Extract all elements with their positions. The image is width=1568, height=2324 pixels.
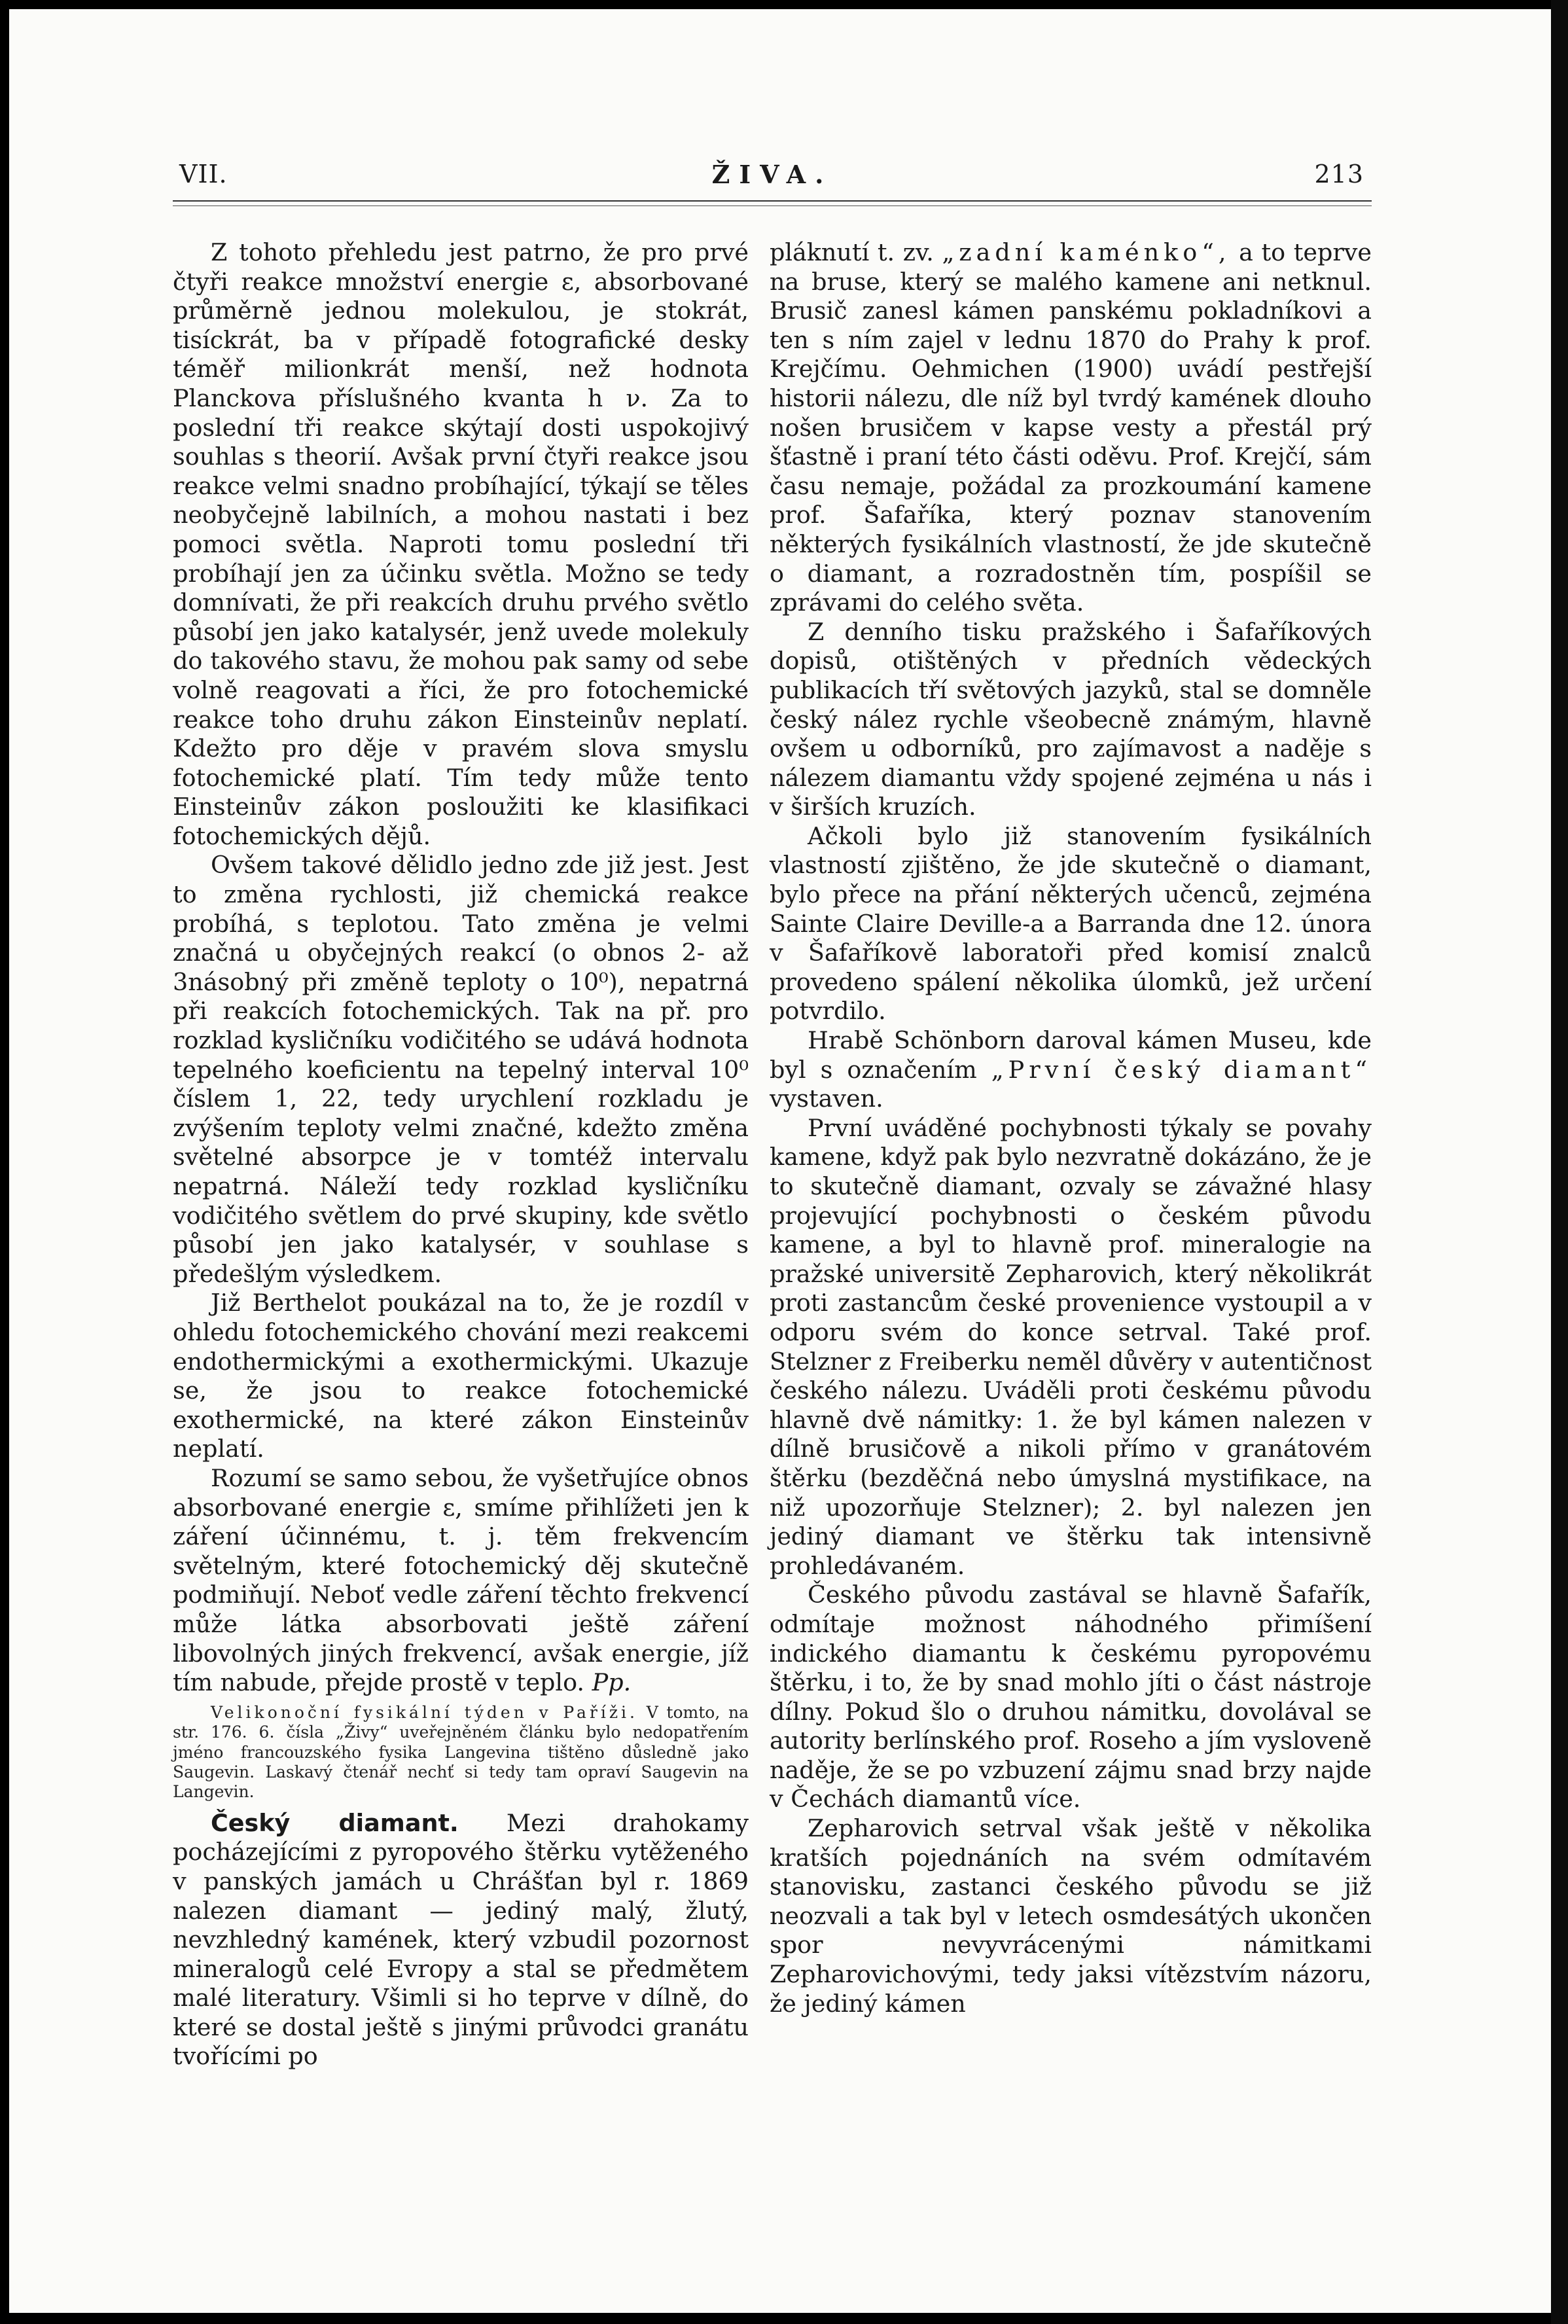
header-rule: [173, 200, 1372, 202]
paragraph: Českého původu zastával se hlavně Šafařík, odmítaje možnost náhodného přimíšení indického diamantu k českému pyropovému štěrku, i to, že by snad mohlo jíti o část nástroje dílny. Pokud šlo o druhou námitku, dovolával se autority berlínského prof. Roseho a jím vysloveně naděje, že se po vzbuzení zájmu snad brzy najde v Čechách diamantů více.: [770, 1581, 1372, 1814]
journal-title: ŽIVA.: [711, 160, 833, 189]
paragraph: [173, 1809, 749, 2071]
paragraph: Z tohoto přehledu jest patrno, že pro prvé čtyři reakce množství energie ε, absorbované průměrně jednou molekulou, je stokrát, tisíckrát, ba v případě fotografické desky téměř milionkrát menší, než hodnota Planckova příslušného kvanta h ν. Za to poslední tři reakce skýtají dosti uspokojivý souhlas s theorií. Avšak první čtyři reakce jsou reakce velmi snadno probíhající, týkají se těles neobyčejně labilních, a mohou nastati i bez pomoci světla. Naproti tomu poslední tři probíhají jen za účinku světla. Možno se tedy domnívati, že při reakcích druhu prvého světlo působí jen jako katalysér, jenž uvede molekuly do takového stavu, že mohou pak samy od sebe volně reagovati a říci, že pro fotochemické reakce toho druhu zákon Einsteinův neplatí. Kdežto pro děje v pravém slova smyslu fotochemické platí. Tím tedy může tento Einsteinův zákon posloužiti ke klasifikaci fotochemických dějů.: [173, 238, 749, 850]
paragraph-text: Hrabě Schönborn daroval kámen Museu, kde byl s označením: [770, 1026, 1372, 1084]
page-number: 213: [1314, 160, 1364, 188]
paragraph: Z denního tisku pražského i Šafaříkových dopisů, otištěných v předních vědeckých publikacích tří světových jazyků, stal se domněle český nález rychle všeobecně známým, hlavně ovšem u odborníků, pro zajímavost a naděje s nálezem diamantu vždy spojené zejména u nás i v širších kruzích.: [770, 617, 1372, 821]
paragraph: Ovšem takové dělidlo jedno zde již jest. Jest to změna rychlosti, již chemická reakce probíhá, s teplotou. Tato změna je velmi značná u obyčejných reakcí (o obnos 2- až 3násobný při změně teploty o 10⁰), nepatrná při reakcích fotochemických. Tak na př. pro rozklad kysličníku vodičitého se udává hodnota tepelného koeficientu na tepelný interval 10⁰ číslem 1, 22, tedy urychlení rozkladu je zvýšením teploty velmi značné, kdežto změna světelné absorpce je v tomtéž intervalu nepatrná. Náleží tedy rozklad kysličníku vodičitého světlem do prvé skupiny, kde světlo působí jen jako katalysér, v souhlase s předešlým výsledkem.: [173, 851, 749, 1288]
paragraph-text: vystaven.: [770, 1084, 883, 1113]
scanned-page: [9, 9, 1551, 2313]
paragraph-text: Rozumí se samo sebou, že vyšetřujíce obnos absorbované energie ε, smíme přihlížeti jen k záření účinnému, t. j. těm frekvencím světelným, které fotochemický děj skutečně podmiňují. Neboť vedle záření těchto frekvencí může látka absorbovati ještě záření libovolných jiných frekvencí, avšak energie, jíž tím nabude, přejde prostě v teplo.: [173, 1463, 749, 1697]
note-title: Velikonoční fysikální týden v Paříži.: [211, 1702, 638, 1722]
left-column: [173, 238, 749, 2071]
author-signature: Pp.: [592, 1668, 632, 1697]
paragraph: Již Berthelot poukázal na to, že je rozdíl v ohledu fotochemického chování mezi reakcemi endothermickými a exothermickými. Ukazuje se, že jsou to reakce fotochemické exothermické, na které zákon Einsteinův neplatí.: [173, 1289, 749, 1463]
paragraph: Zepharovich setrval však ještě v několika kratších pojednáních na svém odmítavém stanovisku, zastanci českého původu se již neozvali a tak byl v letech osmdesátých ukončen spor nevyvrácenými námitkami Zepharovichovými, tedy jaksi vítězstvím názoru, že jediný kámen: [770, 1814, 1372, 2018]
paragraph-text: a to teprve na bruse, který se malého kamene ani netknul. Brusič zanesl kámen panskému pokladníkovi a ten s ním zajel v lednu 1870 do Prahy k prof. Krejčímu. Oehmichen (1900) uvádí pestřejší historii nálezu, dle níž byl tvrdý kamének dlouho nošen brusičem v kapse vesty a přestál prý šťastně i praní této části oděvu. Prof. Krejčí, sám času nemaje, požádal za prozkoumání kamene prof. Šafaříka, který poznav stanovením některých fysikálních vlastností, že jde skutečně o diamant, a rozradostněn tím, pospíšil se zprávami do celého světa.: [770, 238, 1372, 617]
running-header: [173, 154, 1372, 194]
scan-edge: [1551, 0, 1568, 2324]
spaced-term: „První český diamant“: [991, 1055, 1372, 1084]
paragraph: [770, 1026, 1372, 1114]
paragraph: [173, 1464, 749, 1698]
note-text: V tomto, na str. 176. 6. čísla „Živy“ uveřejněném článku bylo nedopatřením jméno francouzského fysika Langevina tištěno důsledně jako Saugevin. Laskavý čtenář nechť si tedy tam opraví Saugevin na Langevin.: [173, 1702, 749, 1802]
paragraph-text: pláknutí t. zv.: [770, 238, 934, 266]
volume-number: VII.: [179, 160, 228, 188]
paragraph: První uváděné pochybnosti týkaly se povahy kamene, když pak bylo nezvratně dokázáno, že je to skutečně diamant, ozvaly se závažné hlasy projevující pochybnosti o českém původu kamene, a byl to hlavně prof. mineralogie na pražské universitě Zepharovich, který několikrát proti zastancům české provenience vystoupil a v odporu svém do konce setrval. Také prof. Stelzner z Freiberku neměl důvěry v autentičnost českého nálezu. Uváděli proti českému původu hlavně dvě námitky: 1. že byl kámen nalezen v dílně brusičově a nikoli přímo v granátovém štěrku (bezděčná nebo úmyslná mystifikace, na niž upozorňuje Stelzner); 2. byl nalezen jen jediný diamant ve štěrku tak intensivně prohledávaném.: [770, 1113, 1372, 1580]
paragraph: [770, 238, 1372, 618]
spaced-term: „zadní kaménko“,: [942, 238, 1231, 266]
correction-note: [173, 1703, 749, 1802]
section-title: Český diamant.: [211, 1808, 459, 1837]
paragraph: Ačkoli bylo již stanovením fysikálních vlastností zjištěno, že jde skutečně o diamant, bylo přece na přání některých učenců, zejména Sainte Claire Deville-a a Barranda dne 12. února v Šafaříkově laboratoři před komisí znalců provedeno spálení několika úlomků, jež určení potvrdilo.: [770, 821, 1372, 1026]
paragraph-text: Mezi drahokamy pocházejícími z pyropového štěrku vytěženého v panských jamách u Chrášťan byl r. 1869 nalezen diamant — jediný malý, žlutý, nevzhledný kamének, který vzbudil pozornost mineralogů celé Evropy a stal se předmětem malé literatury. Všimli si ho teprve v dílně, do které se dostal ještě s jinými průvodci granátu tvořícími po: [173, 1808, 749, 2071]
right-column: [770, 238, 1372, 2018]
